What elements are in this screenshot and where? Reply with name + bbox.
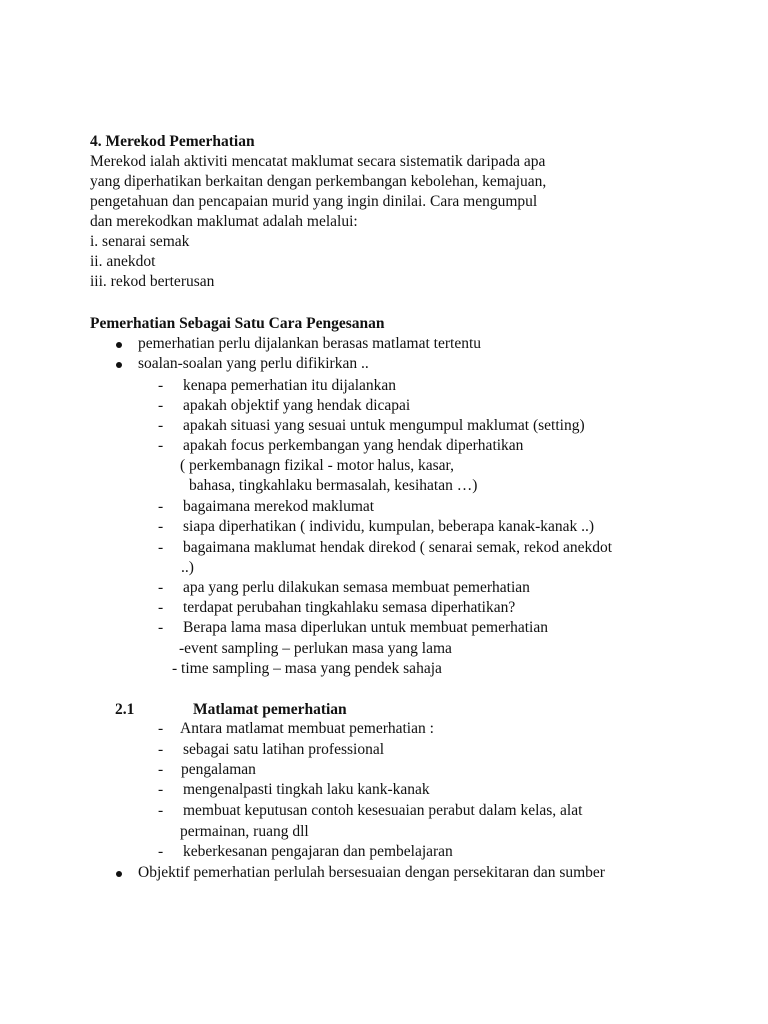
dash-marker: -: [158, 761, 164, 778]
sub-item: Antara matlamat membuat pemerhatian :: [180, 720, 434, 737]
paragraph-line: Merekod ialah aktiviti mencatat maklumat secara sistematik daripada apa: [90, 153, 546, 170]
list-item: iii. rekod berterusan: [90, 273, 215, 290]
sub-item-continuation: - time sampling – masa yang pendek sahaja: [172, 660, 442, 677]
paragraph-line: pengetahuan dan pencapaian murid yang ingin dinilai. Cara mengumpul: [90, 193, 538, 210]
dash-marker: -: [158, 802, 164, 819]
sub-item-continuation: ..): [181, 559, 194, 576]
dash-marker: -: [158, 437, 164, 454]
paragraph-line: dan merekodkan maklumat adalah melalui:: [90, 213, 358, 230]
sub-item-continuation: -event sampling – perlukan masa yang lama: [179, 640, 452, 657]
sub-item: bagaimana merekod maklumat: [183, 498, 375, 515]
dash-marker: -: [158, 720, 164, 737]
section-heading: 4. Merekod Pemerhatian: [90, 133, 255, 150]
sub-item: sebagai satu latihan professional: [183, 741, 385, 758]
sub-item: membuat keputusan contoh kesesuaian perabut dalam kelas, alat: [183, 802, 583, 819]
sub-item: siapa diperhatikan ( individu, kumpulan, beberapa kanak-kanak ..): [183, 518, 595, 535]
sub-item: Berapa lama masa diperlukan untuk membuat pemerhatian: [183, 619, 548, 636]
sub-item: keberkesanan pengajaran dan pembelajaran: [183, 843, 453, 860]
list-item: i. senarai semak: [90, 233, 190, 250]
dash-marker: -: [158, 417, 164, 434]
dash-marker: -: [158, 579, 164, 596]
sub-item: apakah situasi yang sesuai untuk mengumpul maklumat (setting): [183, 417, 585, 434]
dash-marker: -: [158, 539, 164, 556]
sub-item-continuation: permainan, ruang dll: [180, 823, 309, 840]
sub-item: kenapa pemerhatian itu dijalankan: [183, 377, 397, 394]
sub-item: pengalaman: [181, 761, 256, 778]
dash-marker: -: [158, 498, 164, 515]
sub-item: terdapat perubahan tingkahlaku semasa diperhatikan?: [183, 599, 516, 616]
sub-item-continuation: bahasa, tingkahlaku bermasalah, kesihatan …): [189, 477, 478, 494]
sub-item: bagaimana maklumat hendak direkod ( senarai semak, rekod anekdot: [183, 539, 613, 556]
bullet-item: Objektif pemerhatian perlulah bersesuaian dengan persekitaran dan sumber: [138, 864, 605, 881]
bullet-icon: [116, 871, 122, 877]
dash-marker: -: [158, 781, 164, 798]
bullet-item: pemerhatian perlu dijalankan berasas matlamat tertentu: [138, 335, 482, 352]
dash-marker: -: [158, 599, 164, 616]
dash-marker: -: [158, 397, 164, 414]
section-heading: Matlamat pemerhatian: [193, 701, 347, 718]
dash-marker: -: [158, 619, 164, 636]
dash-marker: -: [158, 741, 164, 758]
dash-marker: -: [158, 843, 164, 860]
bullet-icon: [116, 342, 122, 348]
section-heading: Pemerhatian Sebagai Satu Cara Pengesanan: [90, 315, 385, 332]
dash-marker: -: [158, 377, 164, 394]
paragraph-line: yang diperhatikan berkaitan dengan perkembangan kebolehan, kemajuan,: [90, 173, 547, 190]
section-number: 2.1: [115, 701, 135, 718]
list-item: ii. anekdot: [90, 253, 156, 270]
dash-marker: -: [158, 518, 164, 535]
sub-item: apakah objektif yang hendak dicapai: [183, 397, 411, 414]
bullet-item: soalan-soalan yang perlu difikirkan ..: [138, 355, 369, 372]
sub-item: apa yang perlu dilakukan semasa membuat pemerhatian: [183, 579, 530, 596]
sub-item: apakah focus perkembangan yang hendak diperhatikan: [183, 437, 524, 454]
sub-item: mengenalpasti tingkah laku kank-kanak: [183, 781, 430, 798]
sub-item-continuation: ( perkembanagn fizikal - motor halus, kasar,: [180, 457, 454, 474]
bullet-icon: [116, 362, 122, 368]
